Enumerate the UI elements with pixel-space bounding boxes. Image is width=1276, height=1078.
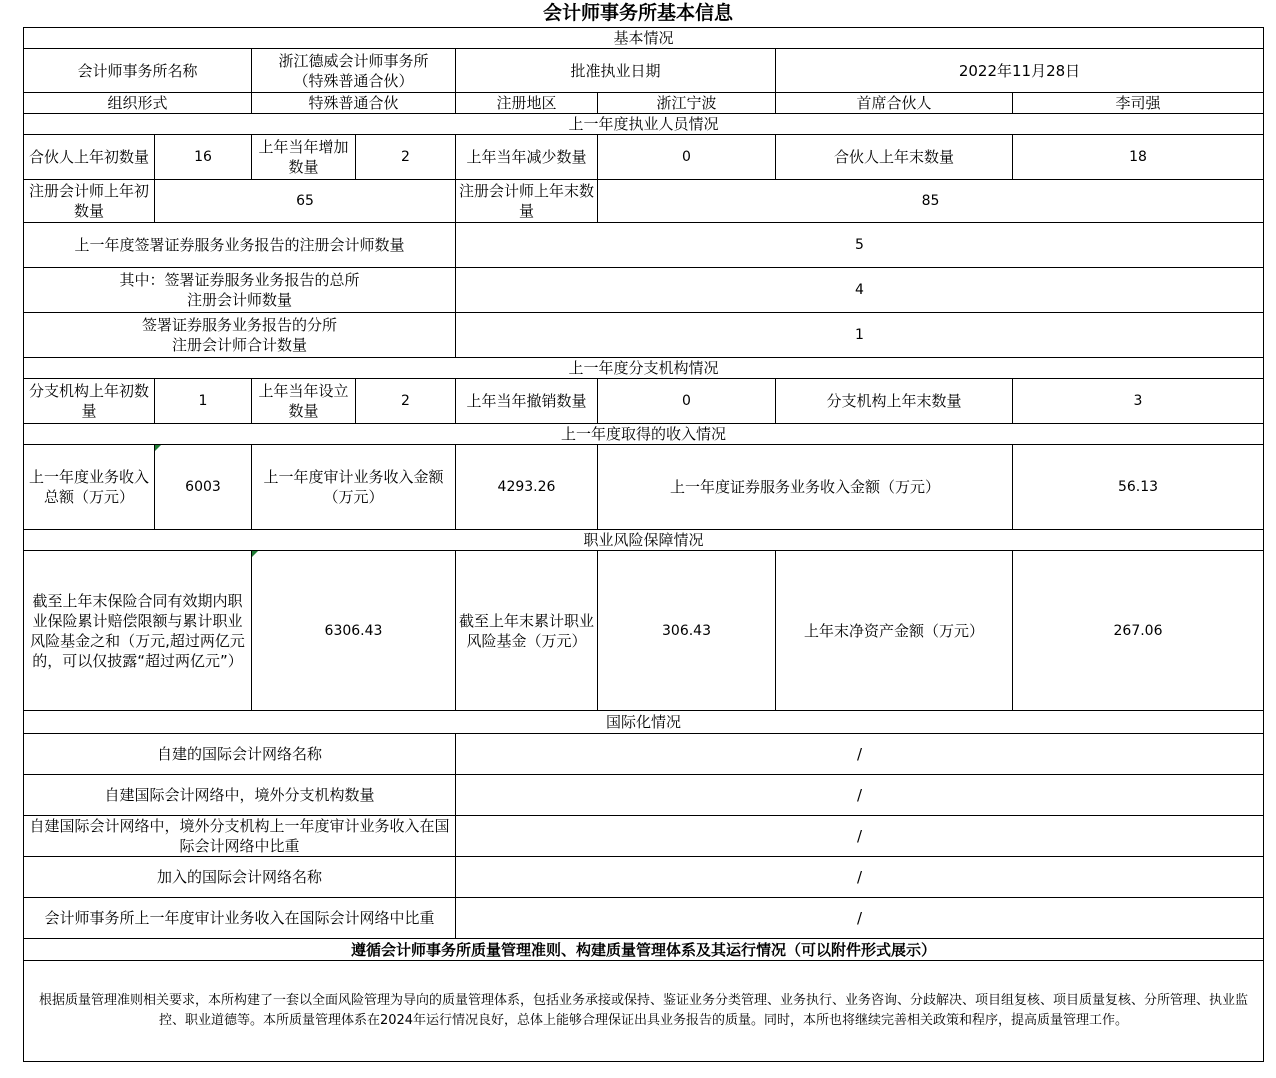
firm-name-label: 会计师事务所名称 xyxy=(24,49,252,93)
branch-begin-value: 1 xyxy=(155,379,252,424)
info-table xyxy=(23,27,1264,1062)
firm-name-line2: （特殊普通合伙） xyxy=(293,71,414,90)
hq-signing-line1: 其中：签署证券服务业务报告的总所 xyxy=(119,271,360,289)
approval-date-value: 2022年11月28日 xyxy=(776,49,1264,93)
partners-end-label: 合伙人上年末数量 xyxy=(776,135,1013,180)
income-audit-label: 上一年度审计业务收入金额（万元） xyxy=(252,445,456,530)
branch-signing-label xyxy=(24,313,456,358)
insurance-label: 截至上年末保险合同有效期内职业保险累计赔偿限额与累计职业风险基金之和（万元,超过两亿元的，可以仅披露“超过两亿元”） xyxy=(24,551,252,711)
section-intl: 国际化情况 xyxy=(24,711,1264,734)
income-audit-value: 4293.26 xyxy=(456,445,598,530)
income-total-label: 上一年度业务收入总额（万元） xyxy=(24,445,155,530)
income-securities-value: 56.13 xyxy=(1013,445,1264,530)
partners-decrease-value: 0 xyxy=(598,135,776,180)
risk-fund-value: 306.43 xyxy=(598,551,776,711)
signing-cpa-value: 5 xyxy=(456,223,1264,268)
chief-partner-value: 李司强 xyxy=(1013,93,1264,114)
partners-end-value: 18 xyxy=(1013,135,1264,180)
branch-established-label: 上年当年设立数量 xyxy=(252,379,356,424)
cpa-end-label: 注册会计师上年末数量 xyxy=(456,180,598,223)
income-securities-label: 上一年度证券服务业务收入金额（万元） xyxy=(598,445,1013,530)
branch-revoked-label: 上年当年撤销数量 xyxy=(456,379,598,424)
branch-signing-line1: 签署证券服务业务报告的分所 xyxy=(141,316,337,334)
org-form-label: 组织形式 xyxy=(24,93,252,114)
partners-begin-value: 16 xyxy=(155,135,252,180)
branch-established-value: 2 xyxy=(356,379,456,424)
branch-signing-value: 1 xyxy=(456,313,1264,358)
partners-increase-label: 上年当年增加数量 xyxy=(252,135,356,180)
net-assets-value: 267.06 xyxy=(1013,551,1264,711)
approval-date-label: 批准执业日期 xyxy=(456,49,776,93)
partners-begin-label: 合伙人上年初数量 xyxy=(24,135,155,180)
branch-end-label: 分支机构上年末数量 xyxy=(776,379,1013,424)
firm-name-line1: 浙江德威会计师事务所 xyxy=(278,51,429,70)
chief-partner-label: 首席合伙人 xyxy=(776,93,1013,114)
branch-begin-label: 分支机构上年初数量 xyxy=(24,379,155,424)
firm-name-value xyxy=(252,49,456,93)
hq-signing-value: 4 xyxy=(456,268,1264,313)
partners-decrease-label: 上年当年减少数量 xyxy=(456,135,598,180)
intl-overseas-ratio-label: 自建国际会计网络中，境外分支机构上一年度审计业务收入在国际会计网络中比重 xyxy=(24,816,456,857)
cpa-begin-value: 65 xyxy=(155,180,456,223)
section-branches: 上一年度分支机构情况 xyxy=(24,358,1264,379)
branch-revoked-value: 0 xyxy=(598,379,776,424)
intl-overseas-ratio-value: / xyxy=(456,816,1264,857)
intl-overseas-branches-label: 自建国际会计网络中，境外分支机构数量 xyxy=(24,775,456,816)
branch-signing-line2: 注册会计师合计数量 xyxy=(171,336,307,354)
section-risk: 职业风险保障情况 xyxy=(24,530,1264,551)
intl-network-name-value: / xyxy=(456,734,1264,775)
section-quality: 遵循会计师事务所质量管理准则、构建质量管理体系及其运行情况（可以附件形式展示） xyxy=(24,939,1264,961)
quality-description: 根据质量管理准则相关要求，本所构建了一套以全面风险管理为导向的质量管理体系，包括业务承接或保持、鉴证业务分类管理、业务执行、业务咨询、分歧解决、项目组复核、项目质量复核、分所管理、执业监控、职业道德等。本所质量管理体系在2024年运行情况良好，总体上能够合理保证出具业务报告的质量。同时，本所也将继续完善相关政策和程序，提高质量管理工作。 xyxy=(24,961,1264,1062)
branch-end-value: 3 xyxy=(1013,379,1264,424)
risk-fund-label: 截至上年末累计职业风险基金（万元） xyxy=(456,551,598,711)
signing-cpa-label: 上一年度签署证券服务业务报告的注册会计师数量 xyxy=(24,223,456,268)
cpa-begin-label: 注册会计师上年初数量 xyxy=(24,180,155,223)
page-title: 会计师事务所基本信息 xyxy=(542,2,733,24)
intl-firm-ratio-value: / xyxy=(456,898,1264,939)
income-total-value: 6003 xyxy=(155,445,252,530)
intl-joined-network-value: / xyxy=(456,857,1264,898)
reg-region-value: 浙江宁波 xyxy=(598,93,776,114)
org-form-value: 特殊普通合伙 xyxy=(252,93,456,114)
section-basic: 基本情况 xyxy=(24,28,1264,49)
intl-firm-ratio-label: 会计师事务所上一年度审计业务收入在国际会计网络中比重 xyxy=(24,898,456,939)
intl-overseas-branches-value: / xyxy=(456,775,1264,816)
section-income: 上一年度取得的收入情况 xyxy=(24,424,1264,445)
intl-joined-network-label: 加入的国际会计网络名称 xyxy=(24,857,456,898)
intl-network-name-label: 自建的国际会计网络名称 xyxy=(24,734,456,775)
section-staff: 上一年度执业人员情况 xyxy=(24,114,1264,135)
hq-signing-line2: 注册会计师数量 xyxy=(186,291,292,309)
net-assets-label: 上年末净资产金额（万元） xyxy=(776,551,1013,711)
insurance-value: 6306.43 xyxy=(252,551,456,711)
reg-region-label: 注册地区 xyxy=(456,93,598,114)
partners-increase-value: 2 xyxy=(356,135,456,180)
cpa-end-value: 85 xyxy=(598,180,1264,223)
hq-signing-label xyxy=(24,268,456,313)
